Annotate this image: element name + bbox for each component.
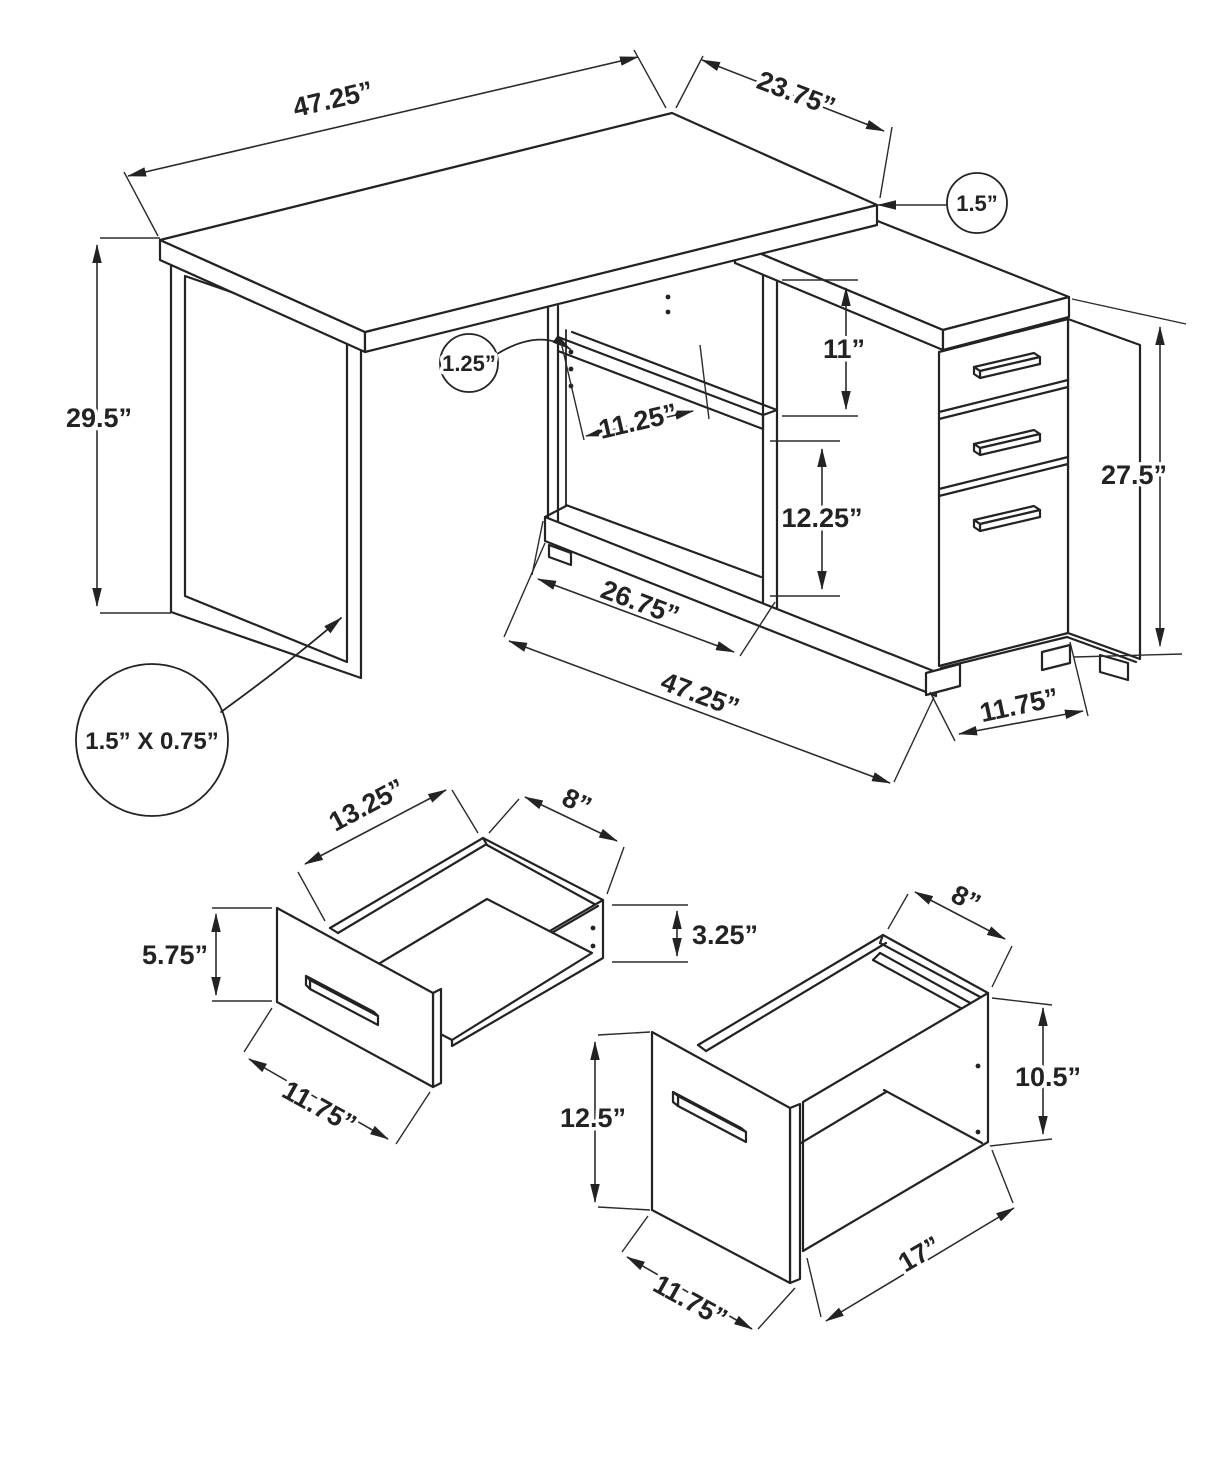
small-drawer-front-panel: [277, 908, 441, 1087]
dim-pedestal-height: 27.5”: [1100, 460, 1168, 490]
dim-desk-top-length: 47.25”: [290, 75, 376, 123]
dim-upper-opening: 11”: [822, 334, 866, 364]
drawer-pedestal: [926, 319, 1140, 695]
dim-small-drawer-front-height: 5.75”: [141, 940, 209, 970]
pedestal-foot-back: [1100, 655, 1128, 680]
large-drawer-view: [560, 879, 1081, 1333]
dim-small-drawer-back-width: 8”: [557, 782, 597, 822]
dim-large-drawer-side-depth: 17”: [893, 1230, 946, 1279]
dim-shelf-depth: 11.25”: [595, 397, 681, 445]
dim-small-drawer-side-height: 3.25”: [692, 920, 759, 950]
dim-shelf-thickness: 1.25”: [442, 351, 496, 376]
dim-desk-height: 29.5”: [65, 403, 133, 433]
dim-large-drawer-front-width: 11.75”: [648, 1268, 733, 1334]
dim-base-length: 47.25”: [656, 666, 744, 723]
dim-open-section-length: 26.75”: [596, 574, 684, 631]
dim-large-drawer-side-height: 10.5”: [1014, 1062, 1082, 1092]
dim-large-drawer-front-height: 12.5”: [559, 1103, 627, 1133]
dim-pedestal-width: 11.75”: [977, 682, 1062, 729]
cabinet-bottom-platform: [545, 517, 936, 696]
dim-lower-opening: 12.25”: [781, 503, 863, 533]
dim-desk-top-depth: 23.75”: [753, 65, 840, 123]
pedestal-foot-front-left: [926, 664, 960, 695]
dim-desk-top-thickness: 1.5”: [956, 191, 998, 216]
pedestal-foot-front-right: [1042, 645, 1070, 670]
dim-large-drawer-back-width: 8”: [946, 879, 986, 919]
dim-leg-tube: 1.5” X 0.75”: [85, 728, 219, 755]
dim-small-drawer-front-width: 11.75”: [277, 1074, 362, 1140]
large-drawer-front-panel: [652, 1032, 800, 1283]
dim-small-drawer-depth: 13.25”: [323, 772, 410, 838]
